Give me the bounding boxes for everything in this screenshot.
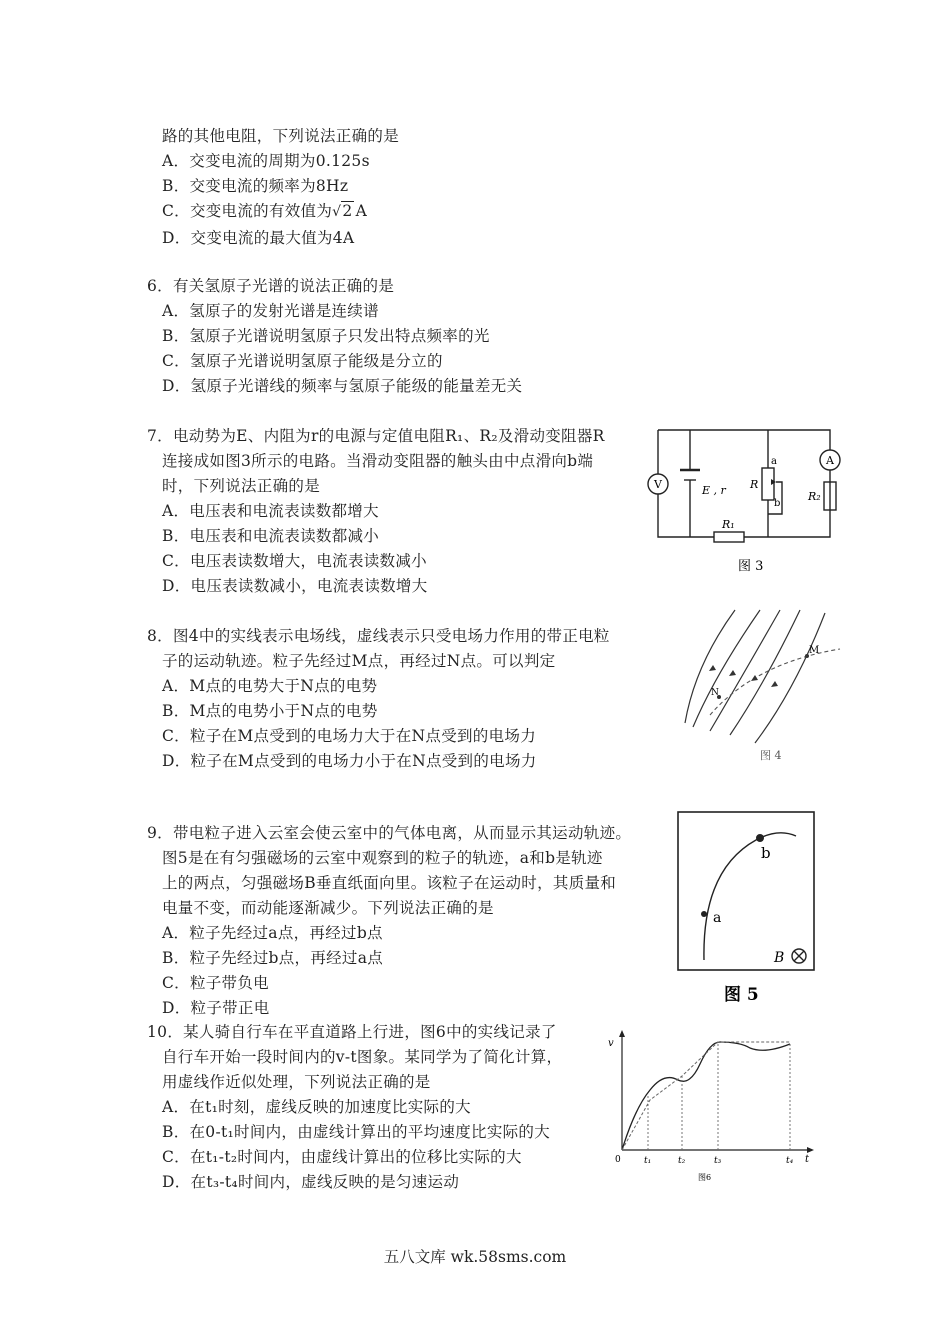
- tick-t4: t₄: [786, 1156, 794, 1166]
- q9-stem-3: 上的两点，匀强磁场B垂直纸面向里。该粒子在运动时，其质量和: [162, 874, 617, 892]
- q9-stem-4: 电量不变，而动能逐渐减少。下列说法正确的是: [162, 899, 494, 917]
- tick-t1: t₁: [644, 1156, 652, 1166]
- r2-label: R₂: [808, 490, 821, 503]
- q5-option-c-text: C．交变电流的有效值为: [162, 202, 333, 220]
- point-a-label: a: [713, 910, 722, 926]
- point-m-label: M: [809, 645, 820, 656]
- axis-v-label: v: [608, 1038, 614, 1049]
- q8-option-c: C．粒子在M点受到的电场力大于在N点受到的电场力: [162, 727, 536, 745]
- figure-5-trajectory: [676, 810, 818, 1010]
- q6-stem: 6．有关氢原子光谱的说法正确的是: [147, 277, 395, 295]
- axis-t-label: t: [805, 1154, 810, 1165]
- q7-stem-2: 连接成如图3所示的电路。当滑动变阻器的触头由中点滑向b端: [162, 452, 594, 470]
- point-b-label: b: [761, 844, 771, 862]
- q10-stem-3: 用虚线作近似处理，下列说法正确的是: [162, 1073, 431, 1091]
- q6-option-c: C．氢原子光谱说明氢原子能级是分立的: [162, 352, 443, 370]
- q9-option-b: B．粒子先经过b点，再经过a点: [162, 949, 384, 967]
- q5-option-c: [162, 201, 367, 222]
- q10-stem-2: 自行车开始一段时间内的v-t图象。某同学为了简化计算，: [162, 1048, 563, 1066]
- figure-6-vt-graph: [600, 1028, 820, 1190]
- r1-label: R₁: [722, 518, 735, 531]
- origin-label: 0: [615, 1155, 621, 1165]
- field-label: B: [774, 950, 785, 966]
- ammeter-label: A: [826, 454, 834, 467]
- q5-option-d: D．交变电流的最大值为4A: [162, 229, 355, 247]
- q6-option-b: B．氢原子光谱说明氢原子只发出特点频率的光: [162, 327, 490, 345]
- figure-3-caption: 图 3: [738, 559, 764, 574]
- q9-option-a: A．粒子先经过a点，再经过b点: [162, 924, 383, 942]
- figure-4-caption: 图 4: [760, 749, 782, 762]
- footer-watermark: 五八文库 wk.58sms.com: [383, 1248, 567, 1266]
- tick-t3: t₃: [714, 1156, 722, 1166]
- q10-option-a: A．在t₁时刻，虚线反映的加速度比实际的大: [162, 1098, 471, 1116]
- q8-option-b: B．M点的电势小于N点的电势: [162, 702, 378, 720]
- q9-stem-1: 9．带电粒子进入云室会使云室中的气体电离，从而显示其运动轨迹。: [147, 824, 632, 842]
- q5-stem-continuation: 路的其他电阻，下列说法正确的是: [162, 127, 400, 145]
- figure-4-field-lines: [675, 605, 850, 770]
- q6-option-d: D．氢原子光谱线的频率与氢原子能级的能量差无关: [162, 377, 523, 395]
- voltmeter-label: V: [654, 478, 662, 491]
- q10-option-b: B．在0-t₁时间内，由虚线计算出的平均速度比实际的大: [162, 1123, 551, 1141]
- q10-option-d: D．在t₃-t₄时间内，虚线反映的是匀速运动: [162, 1173, 460, 1191]
- source-label: E , r: [702, 484, 726, 497]
- q6-option-a: A．氢原子的发射光谱是连续谱: [162, 302, 379, 320]
- q10-stem-1: 10．某人骑自行车在平直道路上行进，图6中的实线记录了: [147, 1023, 557, 1041]
- figure-3-circuit: [640, 422, 850, 580]
- q9-option-c: C．粒子带负电: [162, 974, 269, 992]
- q7-option-c: C．电压表读数增大，电流表读数减小: [162, 552, 427, 570]
- rheostat-label: R: [750, 478, 759, 491]
- rheostat-end-a: a: [771, 456, 777, 467]
- q8-stem-1: 8．图4中的实线表示电场线，虚线表示只受电场力作用的带正电粒: [147, 627, 610, 645]
- rheostat-end-b: b: [774, 498, 781, 509]
- q5-option-a: A．交变电流的周期为0.125s: [162, 152, 370, 170]
- q8-option-a: A．M点的电势大于N点的电势: [162, 677, 378, 695]
- figure-5-caption: 图 5: [724, 985, 759, 1005]
- q7-stem-3: 时，下列说法正确的是: [162, 477, 321, 495]
- q5-option-b: B．交变电流的频率为8Hz: [162, 177, 349, 195]
- sqrt-sign: √: [332, 204, 342, 220]
- q7-option-d: D．电压表读数减小，电流表读数增大: [162, 577, 428, 595]
- q9-stem-2: 图5是在有匀强磁场的云室中观察到的粒子的轨迹，a和b是轨迹: [162, 849, 603, 867]
- q8-option-d: D．粒子在M点受到的电场力小于在N点受到的电场力: [162, 752, 537, 770]
- point-n-label: N: [711, 688, 719, 698]
- q8-stem-2: 子的运动轨迹。粒子先经过M点，再经过N点。可以判定: [162, 652, 556, 670]
- q7-option-b: B．电压表和电流表读数都减小: [162, 527, 380, 545]
- q9-option-d: D．粒子带正电: [162, 999, 270, 1017]
- q5-option-c-unit: A: [355, 202, 368, 220]
- q7-stem-1: 7．电动势为E、内阻为r的电源与定值电阻R₁、R₂及滑动变阻器R: [147, 427, 605, 445]
- q5-option-c-radicand: 2: [342, 202, 353, 220]
- q10-option-c: C．在t₁-t₂时间内，由虚线计算出的位移比实际的大: [162, 1148, 522, 1166]
- q7-option-a: A．电压表和电流表读数都增大: [162, 502, 379, 520]
- figure-6-caption: 图6: [698, 1173, 712, 1182]
- tick-t2: t₂: [678, 1156, 686, 1166]
